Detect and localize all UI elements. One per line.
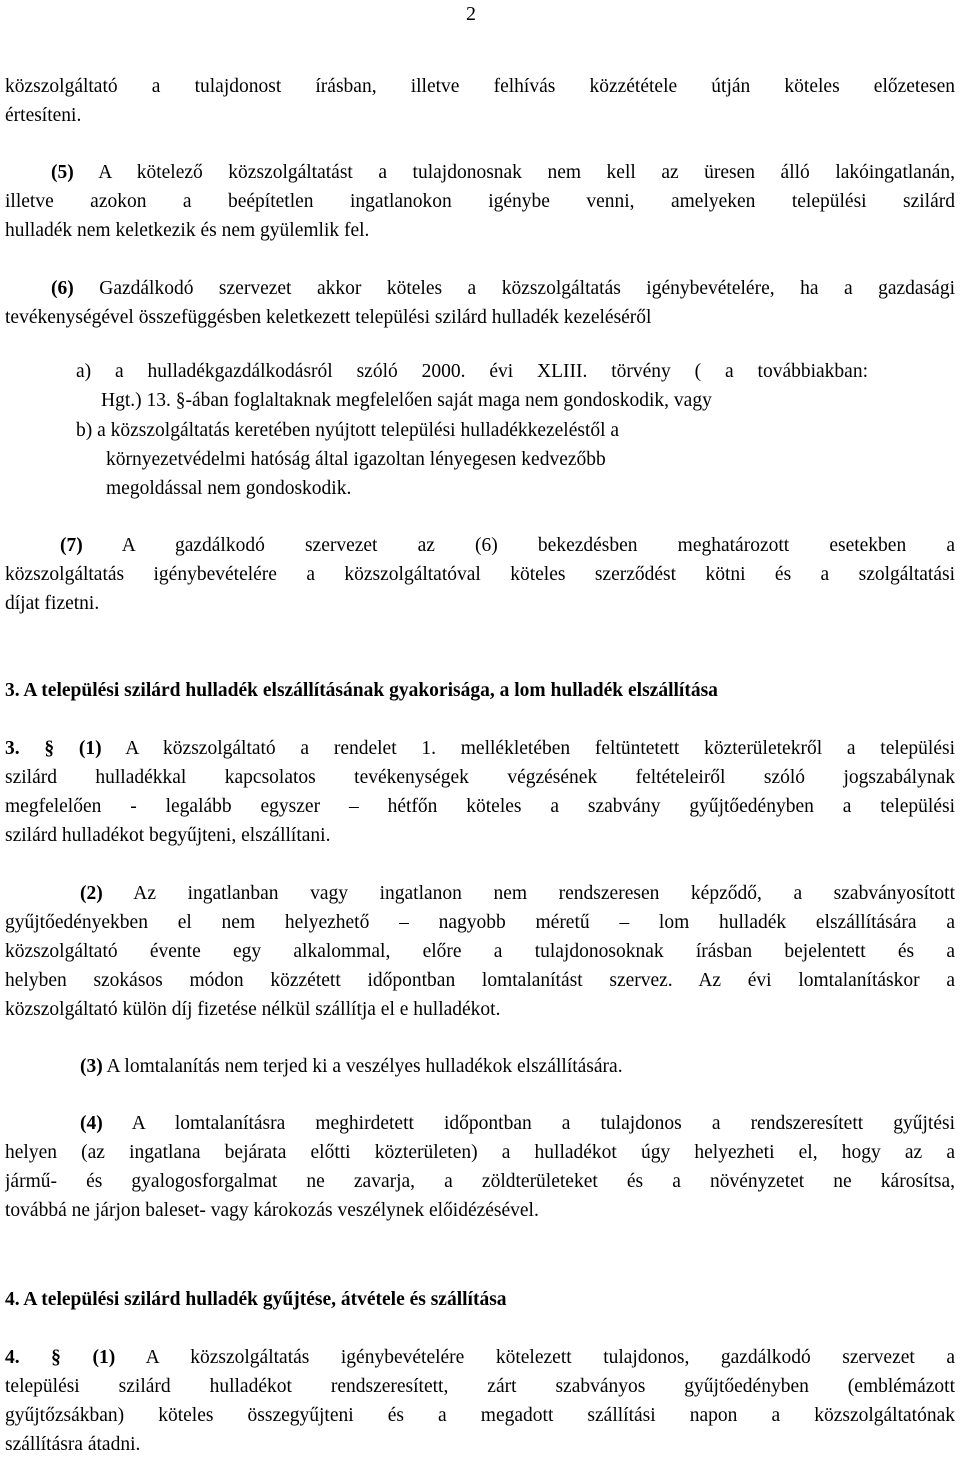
intro-paragraph bbox=[5, 72, 955, 130]
text-line: Hgt.) 13. §-ában foglaltaknak megfelelően saját maga nem gondoskodik, vagy bbox=[101, 390, 712, 411]
text-line: szállításra átadni. bbox=[5, 1434, 141, 1455]
paragraph-text: Az ingatlanban vagy ingatlanon nem rendszeresen képződő, a szabványosított bbox=[102, 883, 955, 904]
text-line: a) a hulladékgazdálkodásról szóló 2000. évi XLIII. törvény ( a továbbiakban: bbox=[76, 361, 868, 382]
section-3-heading: 3. A települési szilárd hulladék elszállításának gyakorisága, a lom hulladék elszállítása bbox=[5, 680, 718, 701]
section-4-paragraph-1 bbox=[5, 1343, 955, 1459]
text-line bbox=[5, 879, 955, 908]
paragraph-text: A lomtalanításra meghirdetett időpontban a tulajdonos a rendszeresített gyűjtési bbox=[102, 1113, 955, 1134]
paragraph-number: (1) bbox=[78, 738, 102, 759]
section-marker: 3. § bbox=[5, 738, 55, 759]
text-line: gyűjtőzsákban) köteles összegyűjteni és a megadott szállítási napon a közszolgáltatónak bbox=[5, 1405, 955, 1426]
text-line bbox=[5, 1109, 955, 1138]
paragraph-number: (5) bbox=[51, 162, 74, 183]
text-line: tevékenységével összefüggésben keletkezett települési szilárd hulladék kezeléséről bbox=[5, 307, 652, 328]
paragraph-text: Gazdálkodó szervezet akkor köteles a közszolgáltatás igénybevételére, ha a gazdasági bbox=[73, 278, 955, 299]
text-line: közszolgáltató évente egy alkalommal, előre a tulajdonosoknak írásban bejelentett és a bbox=[5, 941, 955, 962]
text-line: megfelelően - legalább egyszer – hétfőn köteles a szabvány gyűjtőedényben a települési bbox=[5, 796, 955, 817]
paragraph-5 bbox=[5, 158, 955, 245]
paragraph-7 bbox=[5, 531, 955, 618]
text-line: helyen (az ingatlana bejárata előtti közterületen) a hulladékot úgy helyezheti el, hogy az a bbox=[5, 1142, 955, 1163]
text-line: megoldással nem gondoskodik. bbox=[106, 478, 352, 499]
list-item-b bbox=[76, 416, 796, 503]
text-line: helyben szokásos módon közzétett időpontban lomtalanítást szervez. Az évi lomtalanításkor a bbox=[5, 970, 955, 991]
text-line bbox=[5, 1343, 955, 1372]
text-line: környezetvédelmi hatóság által igazoltan lényegesen kedvezőbb bbox=[106, 449, 606, 470]
paragraph-number: (2) bbox=[80, 883, 103, 904]
text-line: közszolgáltató a tulajdonost írásban, illetve felhívás közzététele útján köteles előzetesen bbox=[5, 76, 955, 97]
paragraph-number: (6) bbox=[51, 278, 74, 299]
text-line bbox=[5, 1052, 955, 1081]
paragraph-text: A kötelező közszolgáltatást a tulajdonosnak nem kell az üresen álló lakóingatlanán, bbox=[73, 162, 955, 183]
text-line: szilárd hulladékkal kapcsolatos tevékenységek végzésének feltételeiről szóló jogszabálynak bbox=[5, 767, 955, 788]
list-item-a bbox=[76, 357, 868, 415]
paragraph-number: (1) bbox=[92, 1347, 116, 1368]
text-line: díjat fizetni. bbox=[5, 593, 100, 614]
section-3-paragraph-3 bbox=[5, 1052, 955, 1081]
paragraph-text: A közszolgáltatás igénybevételére kötelezett tulajdonos, gazdálkodó szervezet a bbox=[115, 1347, 955, 1368]
text-line: közszolgáltatás igénybevételére a közszolgáltatóval köteles szerződést kötni és a szolgáltatási bbox=[5, 564, 955, 585]
text-line bbox=[5, 274, 955, 303]
text-line bbox=[5, 734, 955, 763]
text-line: jármű- és gyalogosforgalmat ne zavarja, a zöldterületeket és a növényzetet ne károsítsa, bbox=[5, 1171, 955, 1192]
section-marker: 4. § bbox=[5, 1347, 61, 1368]
text-line: települési szilárd hulladékot rendszeresített, zárt szabványos gyűjtőedényben (emblémázott bbox=[5, 1376, 955, 1397]
text-line: illetve azokon a beépítetlen ingatlanokon igénybe venni, amelyeken települési szilárd bbox=[5, 191, 955, 212]
text-line: továbbá ne járjon baleset- vagy károkozás veszélynek előidézésével. bbox=[5, 1200, 539, 1221]
text-line: közszolgáltató külön díj fizetése nélkül szállítja el e hulladékot. bbox=[5, 999, 501, 1020]
paragraph-text: A közszolgáltató a rendelet 1. mellékletében feltüntetett közterületekről a települési bbox=[101, 738, 955, 759]
page-number: 2 bbox=[466, 3, 476, 25]
paragraph-number: (4) bbox=[80, 1113, 103, 1134]
text-line bbox=[5, 531, 955, 560]
paragraph-text: A gazdálkodó szervezet az (6) bekezdésben meghatározott esetekben a bbox=[82, 535, 955, 556]
text-line: b) a közszolgáltatás keretében nyújtott települési hulladékkezeléstől a bbox=[76, 420, 620, 441]
paragraph-text: A lomtalanítás nem terjed ki a veszélyes hulladékok elszállítására. bbox=[102, 1056, 623, 1077]
text-line: értesíteni. bbox=[5, 105, 82, 126]
paragraph-6 bbox=[5, 274, 955, 332]
text-line: gyűjtőedényekben el nem helyezhető – nagyobb méretű – lom hulladék elszállítására a bbox=[5, 912, 955, 933]
paragraph-number: (3) bbox=[80, 1056, 103, 1077]
text-line: szilárd hulladékot begyűjteni, elszállítani. bbox=[5, 825, 331, 846]
section-3-paragraph-2 bbox=[5, 879, 955, 1024]
section-3-paragraph-4 bbox=[5, 1109, 955, 1225]
section-3-paragraph-1 bbox=[5, 734, 955, 850]
text-line bbox=[5, 158, 955, 187]
paragraph-number: (7) bbox=[60, 535, 83, 556]
text-line: hulladék nem keletkezik és nem gyülemlik fel. bbox=[5, 220, 370, 241]
section-4-heading: 4. A települési szilárd hulladék gyűjtése, átvétele és szállítása bbox=[5, 1289, 507, 1310]
